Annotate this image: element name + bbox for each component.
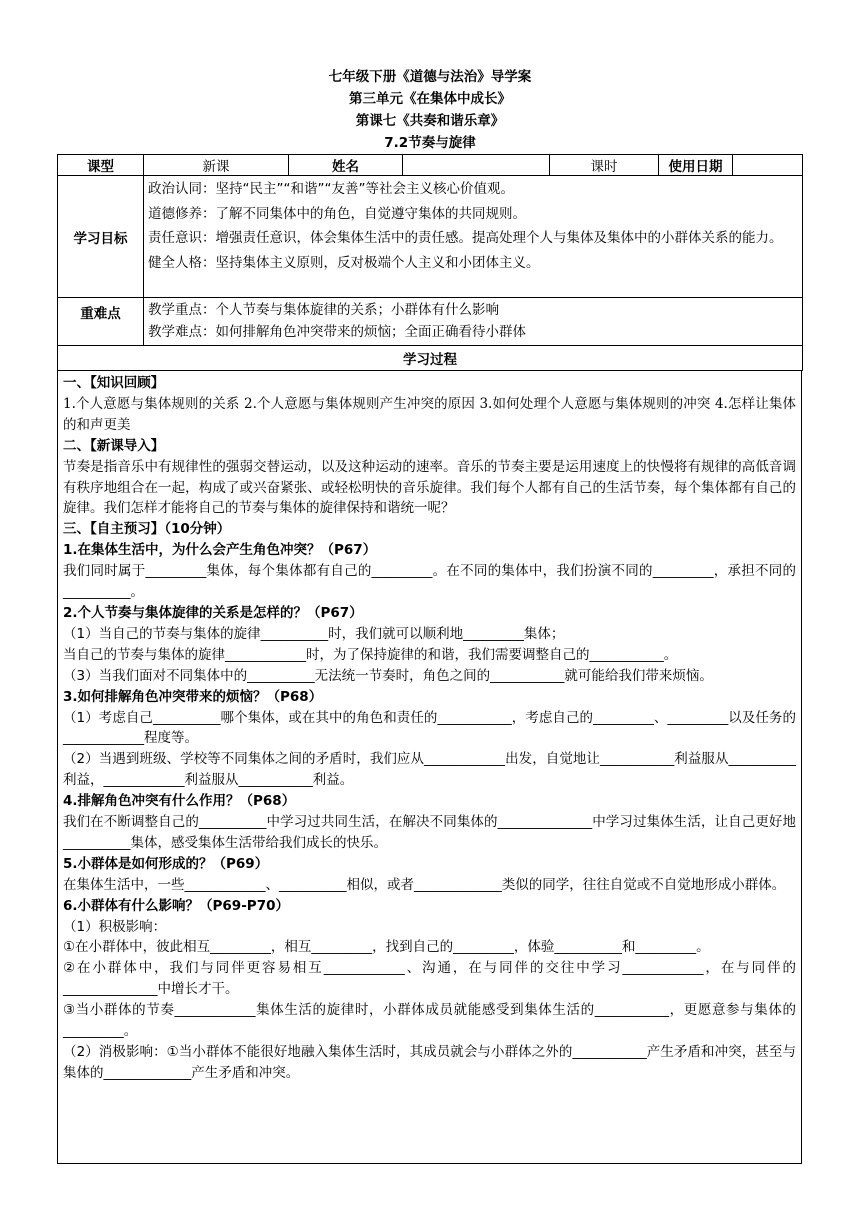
paragraph: 1.个人意愿与集体规则的关系 2.个人意愿与集体规则产生冲突的原因 3.如何处理个人意愿与集体规则的冲突 4.怎样让集体的和声更美 (63, 395, 796, 433)
section-heading: 2.个人节奏与集体旋律的关系是怎样的？（P67） (63, 604, 363, 621)
teaching-difficulty: 教学难点：如何排解角色冲突带来的烦恼；全面正确看待小群体 (148, 324, 526, 340)
header-row (58, 155, 803, 176)
teaching-focus: 教学重点：个人节奏与集体旋律的关系；小群体有什么影响 (148, 302, 499, 318)
goal-personality: 健全人格：坚持集体主义原则，反对极端个人主义和小团体主义。 (148, 254, 540, 271)
section-heading: 二、【新课导入】 (63, 437, 165, 454)
type-value: 新课 (144, 155, 289, 176)
type-label: 课型 (58, 155, 144, 176)
lesson-title: 第课七《共奏和谐乐章》 (355, 113, 505, 129)
name-label: 姓名 (289, 155, 403, 176)
date-field[interactable] (733, 155, 803, 176)
paragraph: 我们在不断调整自己的__________中学习过共同生活，在解决不同集体的______________中学习过集体生活，让自己更好地__________集体，感受集体生活带给我们成长的快乐。 (63, 814, 796, 851)
paragraph: ②在小群体中，我们与同伴更容易相互____________、沟通，在与同伴的交往中学习____________，在与同伴的______________中增长才干。 (63, 960, 796, 998)
paragraph: 当自己的节奏与集体的旋律____________时，为了保持旋律的和谐，我们需要调整自己的___________。 (63, 646, 678, 663)
paragraph: ①在小群体中，彼此相互_________，相互_________，找到自己的_________，体验__________和_________。 (63, 939, 710, 956)
paragraph: 我们同时属于_________集体，每个集体都有自己的_________。在不同的集体中，我们扮演不同的_________，承担不同的__________。 (63, 563, 796, 601)
goals-row (58, 176, 803, 298)
difficulties-cell (144, 298, 803, 346)
paragraph: ③当小群体的节奏____________集体生活的旋律时，小群体成员就能感受到集体生活的___________，更愿意参与集体的_________。 (63, 1002, 796, 1040)
process-title-row (58, 346, 803, 371)
goal-moral: 道德修养：了解不同集体中的角色，自觉遵守集体的共同规则。 (148, 205, 526, 222)
section-heading: 6.小群体有什么影响？（P69-P70） (63, 897, 289, 914)
goal-responsibility: 责任意识：增强责任意识，体会集体生活中的责任感。提高处理个人与集体及集体中的小群体关系的能力。 (148, 230, 783, 246)
section-heading: 3.如何排解角色冲突带来的烦恼？（P68） (63, 688, 323, 705)
difficulties-label: 重难点 (58, 298, 144, 346)
grade-title: 七年级下册《道德与法治》导学案 (328, 69, 532, 85)
paragraph: 在集体生活中，一些____________、__________相似，或者_____________类似的同学，往往自觉或不自觉地形成小群体。 (63, 876, 786, 893)
paragraph: 节奏是指音乐中有规律性的强弱交替运动，以及这种运动的速率。音乐的节奏主要是运用速度上的快慢将有规律的高低音调有秩序地组合在一起，构成了或兴奋紧张、或轻松明快的音乐旋律。我们每个人都有自己的生活节奏，每个集体都有自己的旋律。我们怎样才能将自己的节奏与集体的旋律保持和谐统一呢？ (63, 458, 796, 517)
section-heading: 三、【自主预习】（10分钟） (63, 521, 231, 538)
section-heading: 4.排解角色冲突有什么作用？（P68） (63, 793, 296, 810)
learning-process-box (57, 370, 802, 1164)
difficulties-row (58, 298, 803, 346)
hours-label: 课时 (550, 155, 659, 176)
paragraph: （2）消极影响：①当小群体不能很好地融入集体生活时，其成员就会与小群体之外的___________产生矛盾和冲突，甚至与集体的_____________产生矛盾和冲突。 (63, 1044, 796, 1081)
unit-title: 第三单元《在集体中成长》 (349, 91, 511, 107)
section-heading: 1.在集体生活中，为什么会产生角色冲突？（P67） (63, 542, 377, 559)
goals-cell (144, 176, 803, 298)
section-heading: 一、【知识回顾】 (63, 375, 165, 391)
section-title: 7.2节奏与旋律 (384, 135, 476, 151)
paragraph: （2）当遇到班级、学校等不同集体之间的矛盾时，我们应从____________出发，自觉地让___________利益服从__________利益，____________利益服从___________利益。 (63, 751, 796, 789)
goal-political: 政治认同：坚持“民主”“和谐”“友善”等社会主义核心价值观。 (148, 181, 514, 197)
section-heading: 5.小群体是如何形成的？（P69） (63, 855, 269, 872)
learning-process-content (58, 370, 801, 1084)
info-table (57, 154, 803, 371)
paragraph: （1）考虑自己__________哪个集体，或在其中的角色和责任的___________，考虑自己的_________、_________以及任务的____________程度等。 (63, 709, 796, 747)
date-label: 使用日期 (659, 155, 733, 176)
paragraph: （1）积极影响： (63, 918, 167, 935)
paragraph: （3）当我们面对不同集体中的__________无法统一节奏时，角色之间的___________就可能给我们带来烦恼。 (63, 667, 713, 684)
process-title: 学习过程 (58, 346, 803, 371)
goals-label: 学习目标 (58, 176, 144, 298)
document-titles (0, 66, 860, 154)
name-field[interactable] (403, 155, 550, 176)
paragraph: （1）当自己的节奏与集体的旋律__________时，我们就可以顺利地_________集体； (63, 625, 565, 642)
